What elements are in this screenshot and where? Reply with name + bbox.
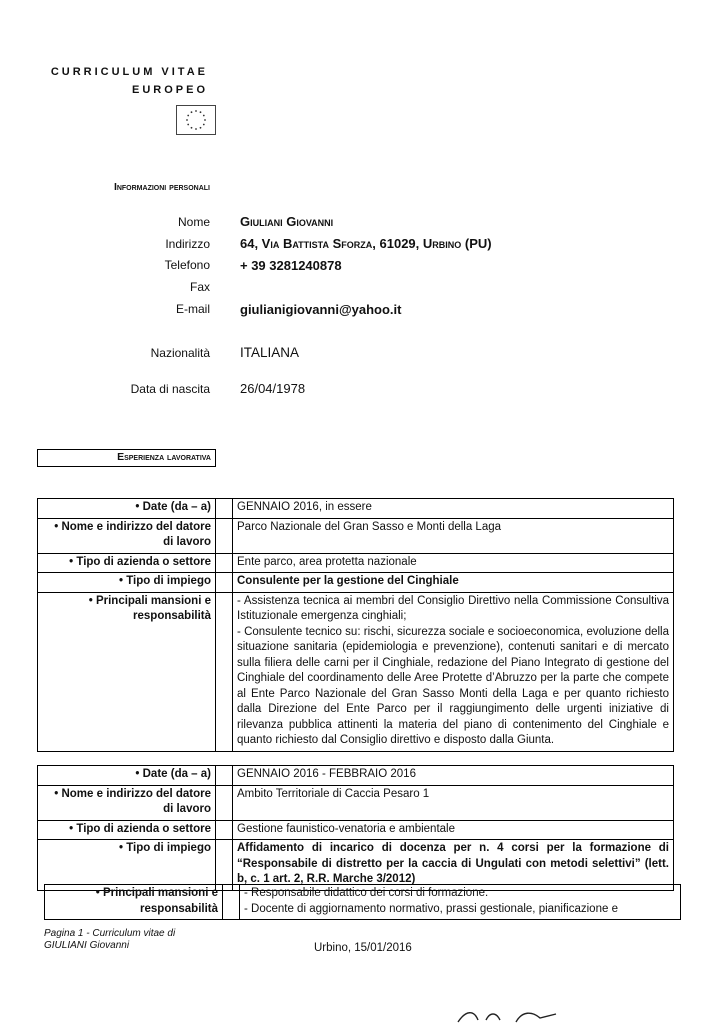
table-row [38,518,674,553]
duty-item: - Docente di aggiornamento normativo, prassi gestionale, pianificazione e [244,902,618,915]
phone-label: Telefono [164,258,210,272]
footer-page-line: Pagina 1 - Curriculum vitae di [44,928,176,939]
job-table-2 [37,765,674,891]
job-table-2-duties [44,884,681,920]
sector-label: • Tipo di azienda o settore [38,553,216,573]
spacer-cell [216,785,233,820]
table-row [38,785,674,820]
type-value: Consulente per la gestione del Cinghiale [233,573,674,593]
type-label: • Tipo di impiego [38,573,216,593]
date-value: GENNAIO 2016 - FEBBRAIO 2016 [233,766,674,786]
sector-value: Ente parco, area protetta nazionale [233,553,674,573]
employer-label: • Nome e indirizzo del datore di lavoro [38,785,216,820]
address-value: 64, Via Battista Sforza, 61029, Urbino (PU) [240,236,492,251]
table-row [38,820,674,840]
date-label: • Date (da – a) [38,499,216,519]
signature-icon [456,1008,576,1024]
spacer-cell [216,518,233,553]
sector-label: • Tipo di azienda o settore [38,820,216,840]
table-row [38,840,674,891]
personal-section-title: Informazioni personali [113,181,210,193]
duties-value [233,592,674,751]
nationality-value: ITALIANA [240,345,300,360]
sector-value: Gestione faunistico-venatoria e ambientale [233,820,674,840]
employer-value: Parco Nazionale del Gran Sasso e Monti della Laga [233,518,674,553]
type-value: Affidamento di incarico di docenza per n. 4 corsi per la formazione di “Responsabile di distretto per la caccia di Ungulati con metodi selettivi” (lett. b, c. 1 art. 2, R.R. Marche 3/2012) [233,840,674,891]
spacer-cell [216,766,233,786]
table-row [45,885,681,920]
job-table-1 [37,498,674,752]
spacer-cell [216,592,233,751]
duty-item: - Assistenza tecnica ai membri del Consiglio Direttivo nella Commissione Consultiva Istituzionale emergenza cinghiali; [237,594,669,622]
duty-item: - Responsabile didattico dei corsi di formazione. [244,887,489,899]
place-date: Urbino, 15/01/2016 [314,942,412,954]
duties-value [240,885,681,920]
table-row [38,553,674,573]
date-value: GENNAIO 2016, in essere [233,499,674,519]
nationality-label: Nazionalità [150,346,210,360]
table-row [38,592,674,751]
birthdate-value: 26/04/1978 [240,381,306,396]
duty-item: - Consulente tecnico su: rischi, sicurezza sociale e socioeconomica, evoluzione della situazione sanitaria (epidemiologia e prevenzione), contenuti sanitari e di mercato sulla filiera delle carni per il Cinghiale, redazione del Piano Integrato di gestione del Cinghiale del coordinamento delle Aree Protette d’Abruzzo per la parte che compete al Ente Parco Nazionale del Gran Sasso Monti della Laga e per quanto richiesto dalla Direzione del Ente Parco per il raggiungimento delle urgenti iniziative di rilevanza pubblica attinenti la materia del piano di contenimento del Cinghiale e quanto richiesto dal Consiglio direttivo e disposto dalla Giunta. [237,625,669,746]
spacer-cell [216,499,233,519]
date-label: • Date (da – a) [38,766,216,786]
experience-section-title: Esperienza lavorativa [117,451,211,463]
cv-subtitle: EUROPEO [131,84,208,96]
fax-label: Fax [189,280,210,294]
cv-title: CURRICULUM VITAE [50,66,208,78]
spacer-cell [223,885,240,920]
table-row [38,499,674,519]
spacer-cell [216,573,233,593]
table-row [38,766,674,786]
email-value: giulianigiovanni@yahoo.it [240,302,402,317]
eu-flag-icon [176,105,216,135]
spacer-cell [216,820,233,840]
employer-value: Ambito Territoriale di Caccia Pesaro 1 [233,785,674,820]
type-label: • Tipo di impiego [38,840,216,891]
phone-value: + 39 3281240878 [240,258,342,273]
table-row [38,573,674,593]
spacer-cell [216,840,233,891]
address-label: Indirizzo [165,237,210,251]
email-label: E-mail [175,302,210,316]
birthdate-label: Data di nascita [130,382,210,396]
spacer-cell [216,553,233,573]
duties-label: • Principali mansioni e responsabilità [38,592,216,751]
name-value: Giuliani Giovanni [240,214,334,229]
name-label: Nome [177,215,210,229]
page-footer [44,928,175,952]
experience-section-box [37,449,216,467]
footer-name-line: GIULIANI Giovanni [44,940,130,951]
employer-label: • Nome e indirizzo del datore di lavoro [38,518,216,553]
duties-label: • Principali mansioni e responsabilità [45,885,223,920]
